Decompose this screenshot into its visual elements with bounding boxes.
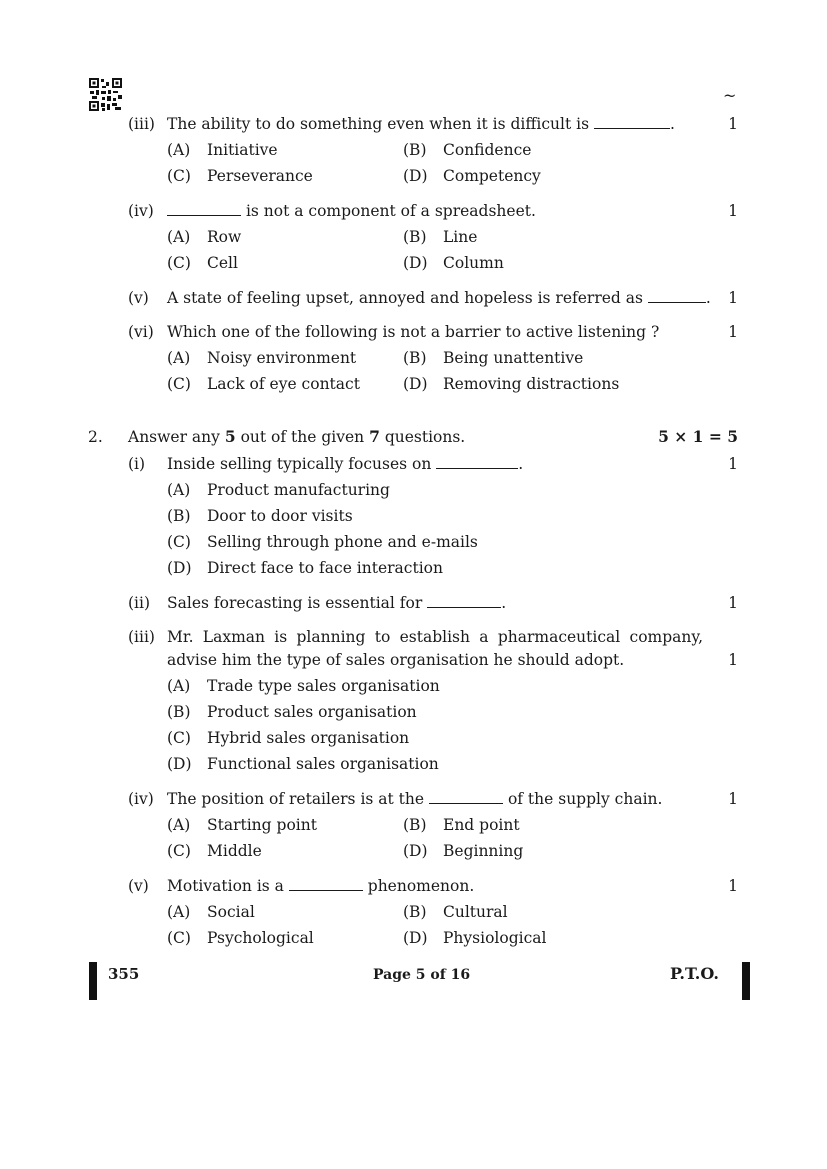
marks: 1: [728, 790, 738, 808]
option-text: Starting point: [207, 816, 317, 834]
answer-blank: [427, 595, 501, 608]
marks: 1: [728, 289, 738, 307]
option: (C): [167, 167, 191, 185]
tilde-mark: ~: [723, 86, 737, 105]
option-text: Column: [443, 254, 504, 272]
option-text: Psychological: [207, 929, 314, 947]
option: (D): [403, 929, 428, 947]
option-text: Cell: [207, 254, 238, 272]
option: (D): [167, 755, 192, 773]
question-text: Motivation is a phenomenon.: [167, 877, 475, 895]
option-text: Lack of eye contact: [207, 375, 360, 393]
question-text: is not a component of a spreadsheet.: [167, 201, 536, 221]
marks: 1: [728, 594, 738, 612]
option: (D): [403, 167, 428, 185]
question-number: 2.: [88, 428, 103, 446]
marks: 1: [728, 877, 738, 895]
option-text: Being unattentive: [443, 349, 584, 367]
answer-blank: [436, 456, 518, 469]
question-number: (ii): [128, 594, 151, 612]
pto-label: P.T.O.: [670, 964, 719, 983]
marks: 1: [728, 202, 738, 220]
question-instruction: Answer any 5 out of the given 7 questions.: [128, 427, 466, 446]
question-number: (i): [128, 455, 146, 473]
question-number: (vi): [128, 323, 154, 341]
option-text: Direct face to face interaction: [207, 559, 443, 577]
option-text: Middle: [207, 842, 262, 860]
option-text: Social: [207, 903, 255, 921]
question-text: A state of feeling upset, annoyed and hopeless is referred as .: [167, 289, 711, 307]
option-text: Beginning: [443, 842, 524, 860]
question-number: (v): [128, 877, 149, 895]
option: (C): [167, 842, 191, 860]
option: (B): [167, 703, 191, 721]
option-text: Competency: [443, 167, 541, 185]
question-text-line-1: Mr. Laxman is planning to establish a pharmaceutical company,: [167, 628, 703, 646]
question-text-line-2: advise him the type of sales organisation he should adopt.: [167, 651, 625, 669]
option-text: Confidence: [443, 141, 532, 159]
question-number: (v): [128, 289, 149, 307]
footer-right-bar: [742, 962, 750, 1000]
marks: 1: [728, 455, 738, 473]
question-text: Which one of the following is not a barrier to active listening ?: [167, 323, 660, 341]
option: (A): [167, 903, 191, 921]
option: (C): [167, 533, 191, 551]
option-text: Hybrid sales organisation: [207, 729, 410, 747]
question-number: (iii): [128, 115, 155, 133]
question-number: (iii): [128, 628, 155, 646]
option: (A): [167, 141, 191, 159]
qr-code: [88, 77, 123, 112]
answer-blank: [429, 791, 503, 804]
option-text: Product sales organisation: [207, 703, 417, 721]
marks: 1: [728, 323, 738, 341]
option-text: Removing distractions: [443, 375, 620, 393]
option: (C): [167, 929, 191, 947]
footer-left-bar: [89, 962, 97, 1000]
option-text: Functional sales organisation: [207, 755, 439, 773]
option-text: Row: [207, 228, 242, 246]
option: (A): [167, 349, 191, 367]
option-text: Selling through phone and e-mails: [207, 533, 478, 551]
option-text: Perseverance: [207, 167, 313, 185]
option-text: Cultural: [443, 903, 508, 921]
option: (B): [403, 349, 427, 367]
option: (B): [403, 903, 427, 921]
answer-blank: [648, 290, 706, 303]
option-text: Trade type sales organisation: [207, 677, 440, 695]
option: (A): [167, 481, 191, 499]
question-text: Inside selling typically focuses on .: [167, 455, 524, 473]
marks: 5 × 1 = 5: [658, 427, 738, 446]
option-text: Initiative: [207, 141, 278, 159]
answer-blank: [289, 878, 363, 891]
option: (D): [403, 254, 428, 272]
option: (B): [403, 228, 427, 246]
option: (B): [167, 507, 191, 525]
option-text: Door to door visits: [207, 507, 353, 525]
option: (C): [167, 254, 191, 272]
option: (D): [403, 842, 428, 860]
option: (C): [167, 729, 191, 747]
option: (D): [403, 375, 428, 393]
paper-code: 355: [108, 965, 140, 983]
option: (A): [167, 228, 191, 246]
question-number: (iv): [128, 202, 154, 220]
marks: 1: [728, 651, 738, 669]
option: (B): [403, 141, 427, 159]
question-number: (iv): [128, 790, 154, 808]
option: (D): [167, 559, 192, 577]
page-number: Page 5 of 16: [373, 967, 471, 983]
option-text: Physiological: [443, 929, 547, 947]
option: (A): [167, 677, 191, 695]
option-text: Product manufacturing: [207, 481, 390, 499]
marks: 1: [728, 115, 738, 133]
answer-blank: [594, 116, 670, 129]
option: (A): [167, 816, 191, 834]
question-text: Sales forecasting is essential for .: [167, 594, 507, 612]
question-text: The ability to do something even when it is difficult is .: [167, 115, 675, 133]
question-text: The position of retailers is at the of the supply chain.: [167, 790, 663, 808]
option-text: Noisy environment: [207, 349, 357, 367]
option-text: Line: [443, 228, 478, 246]
answer-blank: [167, 203, 241, 216]
option: (C): [167, 375, 191, 393]
option-text: End point: [443, 816, 520, 834]
option: (B): [403, 816, 427, 834]
